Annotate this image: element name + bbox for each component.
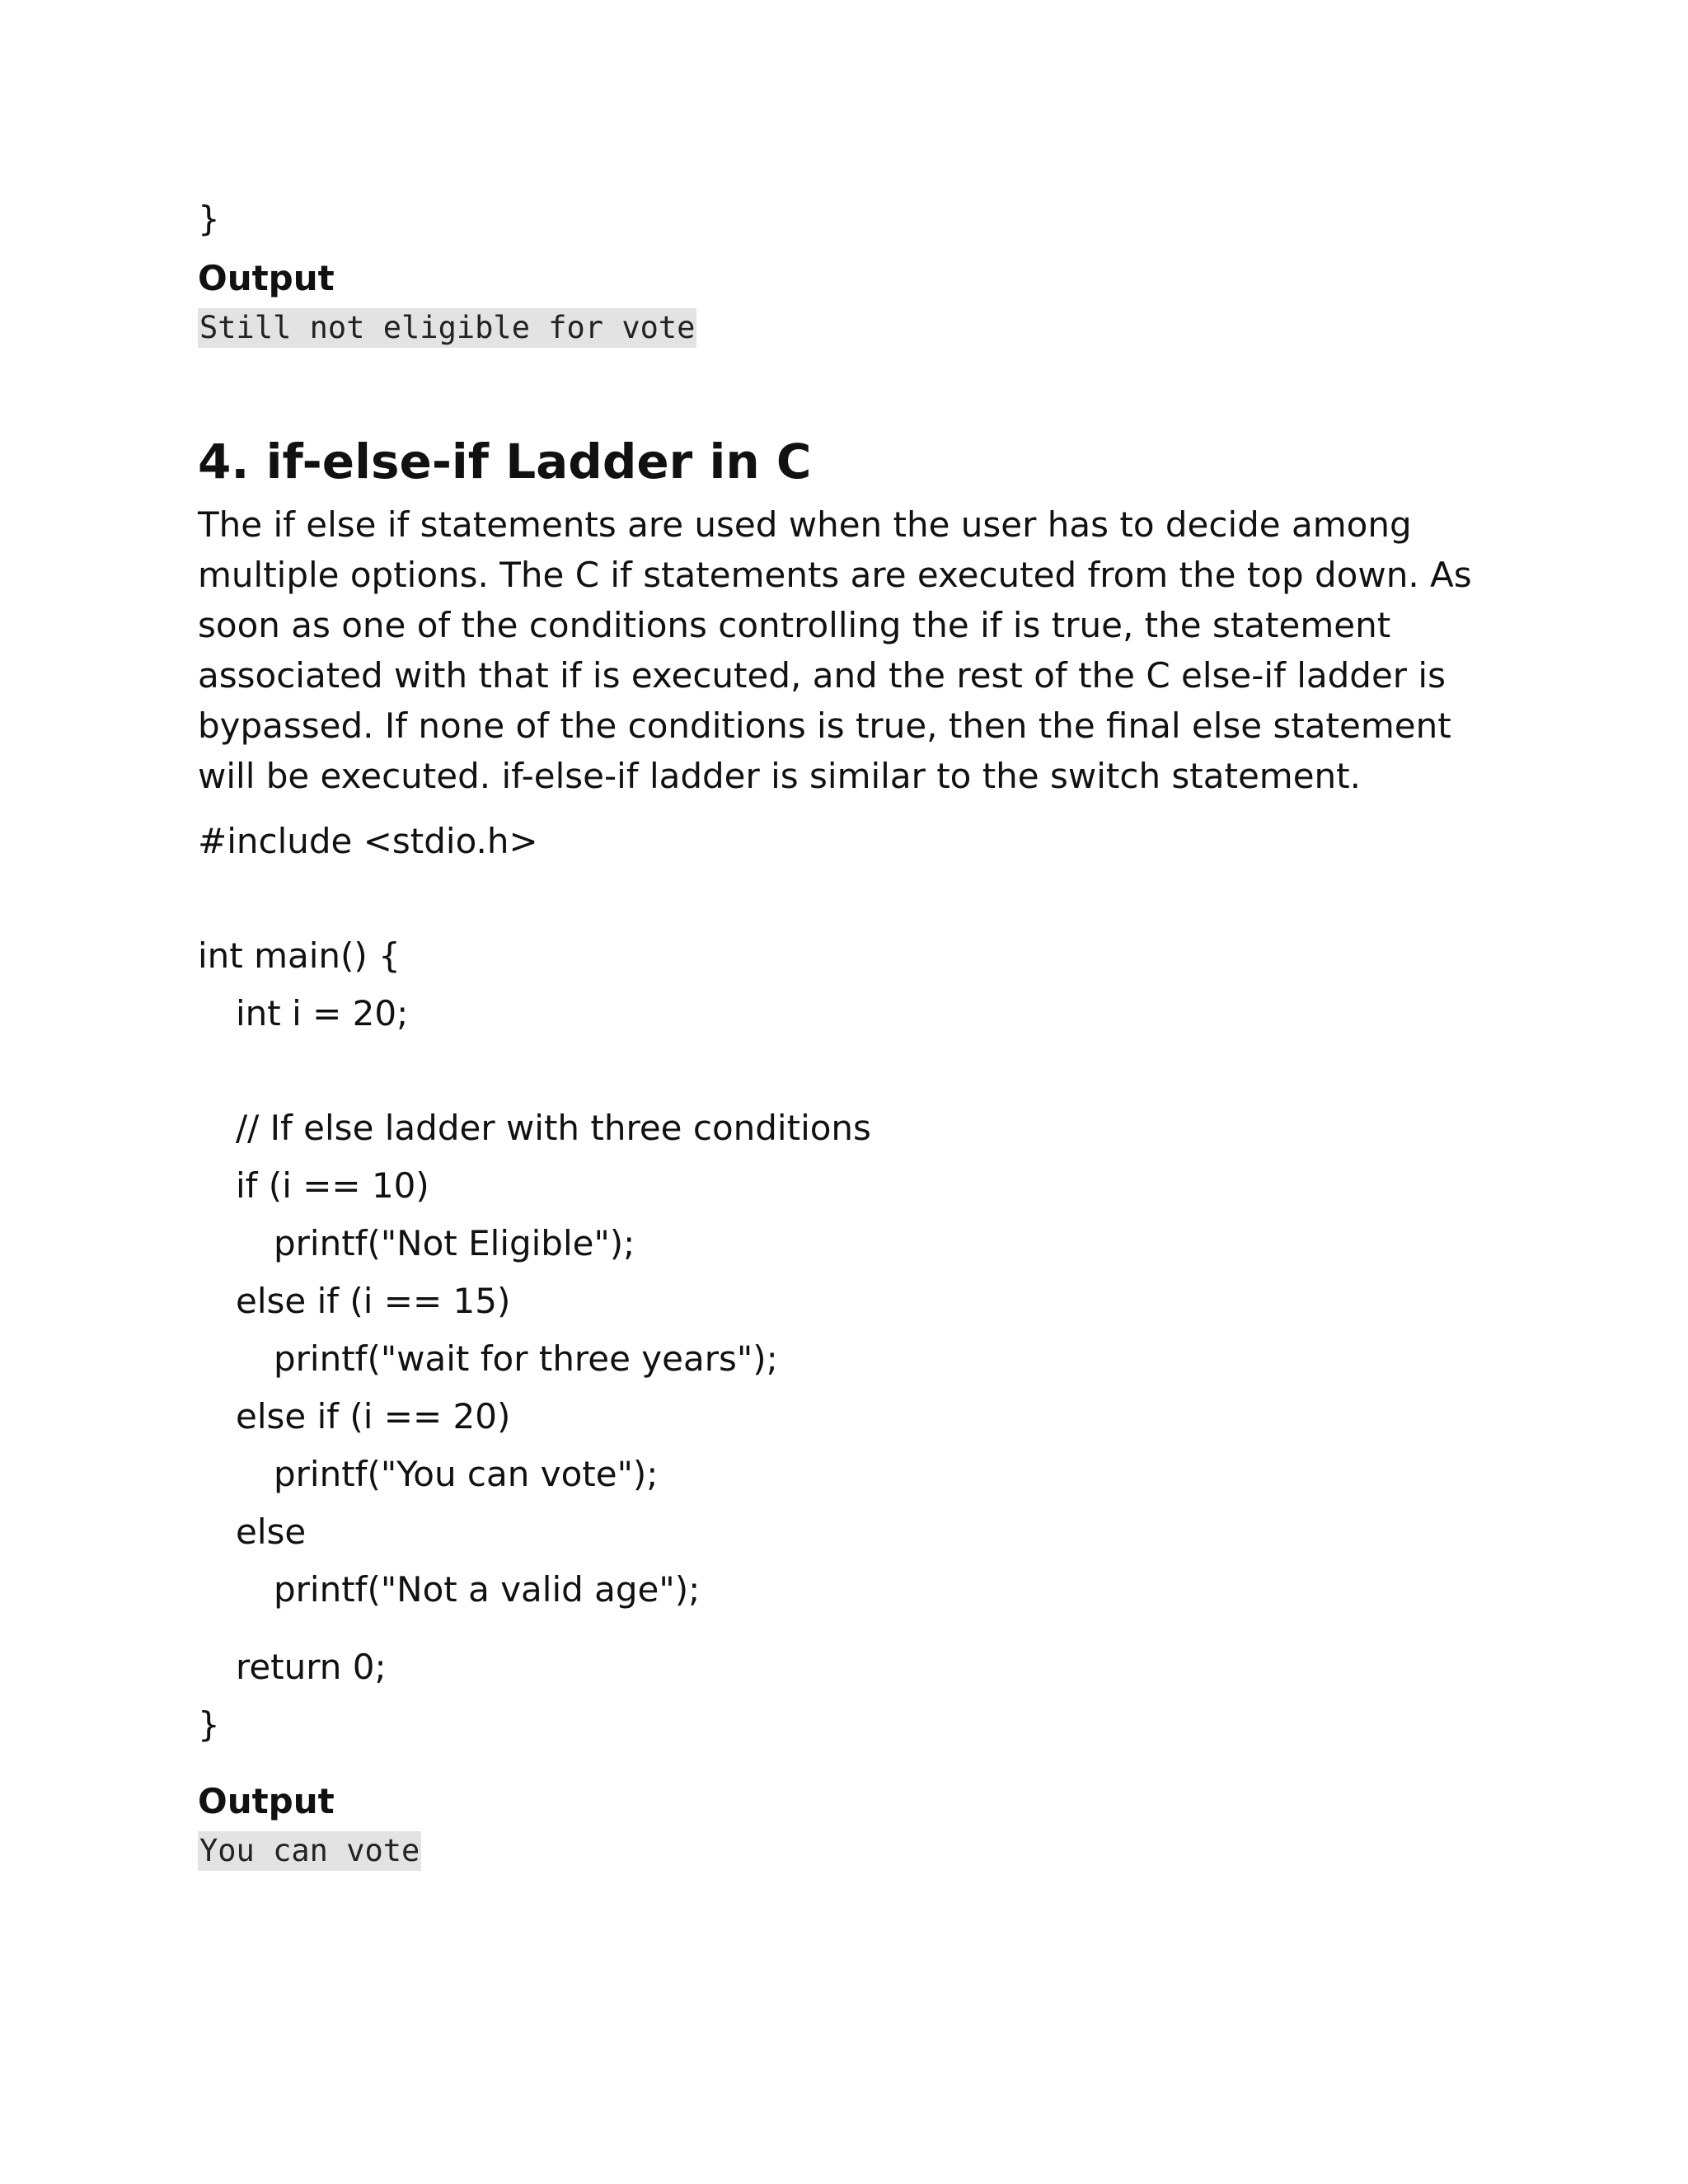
code-closing-brace: }: [198, 1704, 220, 1745]
top-output-label: Output: [198, 258, 335, 298]
bottom-output-text: You can vote: [198, 1831, 421, 1871]
code-else-line: else: [236, 1511, 307, 1552]
code-print-not-eligible-line: printf("Not Eligible");: [274, 1223, 635, 1263]
top-output-text: Still not eligible for vote: [198, 308, 696, 348]
code-if-line: if (i == 10): [236, 1165, 429, 1206]
code-print-wait-line: printf("wait for three years");: [274, 1338, 778, 1379]
code-main-line: int main() {: [198, 935, 401, 976]
code-else-if-20-line: else if (i == 20): [236, 1396, 511, 1436]
code-print-vote-line: printf("You can vote");: [274, 1454, 659, 1494]
top-closing-brace: }: [198, 199, 220, 239]
section-heading: 4. if-else-if Ladder in C: [198, 434, 812, 490]
code-include-line: #include <stdio.h>: [198, 821, 538, 861]
code-return-line: return 0;: [236, 1647, 387, 1687]
code-declaration-line: int i = 20;: [236, 993, 409, 1033]
code-else-if-15-line: else if (i == 15): [236, 1281, 511, 1321]
code-comment-line: // If else ladder with three conditions: [236, 1108, 871, 1148]
section-paragraph: The if else if statements are used when the user has to decide among multiple options. The C if statements are executed from the top down. As soon as one of the conditions controlling the if is true, the statement associated with that if is executed, and the rest of the C else-if ladder is bypassed. If none of the conditions is true, then the final else statement will be executed. if-else-if ladder is similar to the switch statement.: [198, 504, 1472, 796]
code-print-invalid-age-line: printf("Not a valid age");: [274, 1569, 701, 1610]
bottom-output-label: Output: [198, 1781, 335, 1821]
